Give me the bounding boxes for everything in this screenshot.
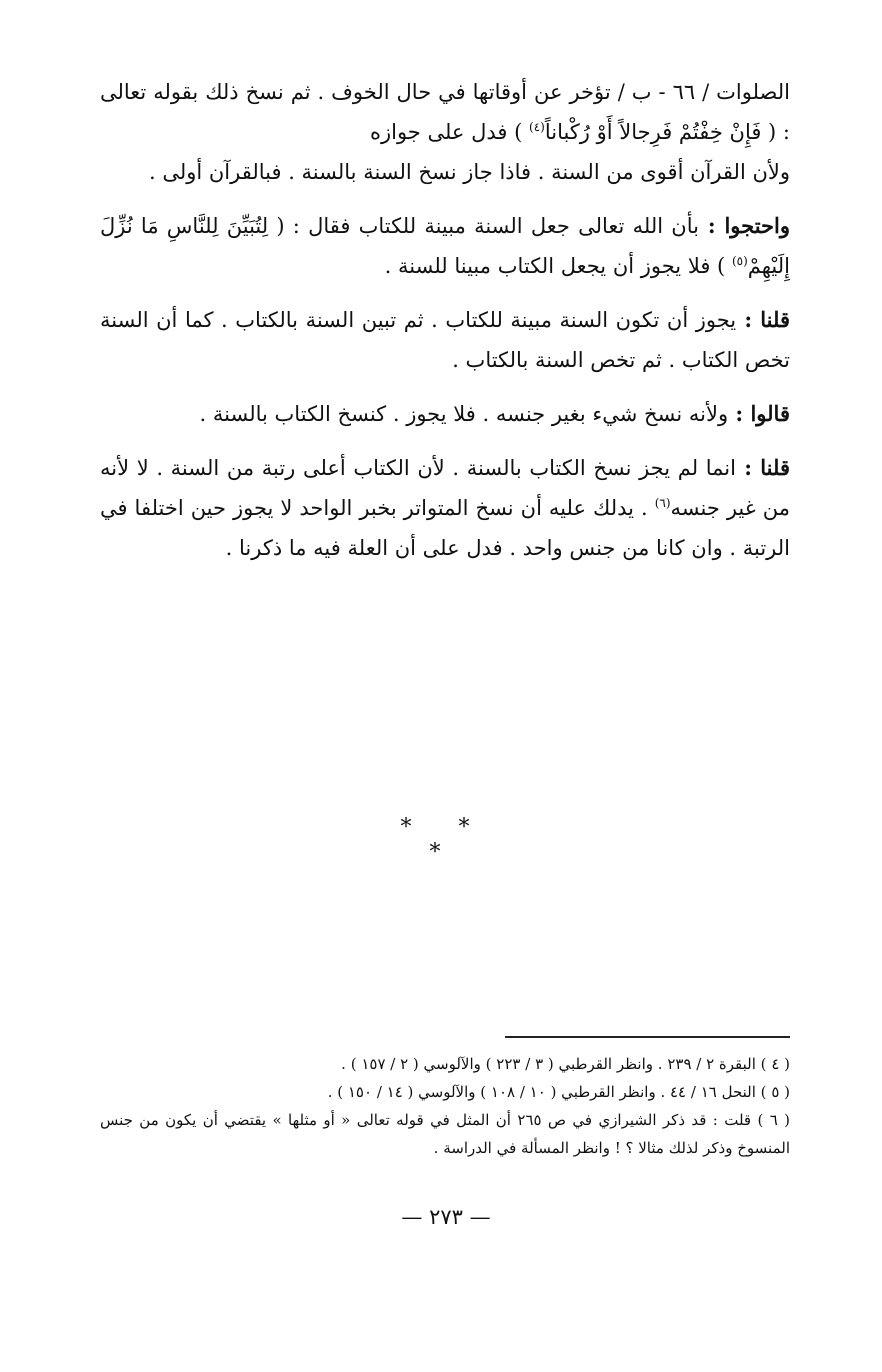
paragraph-5 <box>100 394 790 434</box>
footnote-divider <box>505 1036 790 1038</box>
page-number: — ٢٧٣ — <box>401 1205 491 1229</box>
footnotes-block <box>100 1050 790 1162</box>
paragraph-6 <box>100 448 790 568</box>
footnote-6: ( ٦ ) قلت : قد ذكر الشيرازي في ص ٢٦٥ أن المثل في قوله تعالى « أو مثلها » يقتضي أن يكون من جنس المنسوخ وذكر لذلك مثالا ؟ ! وانظر المسألة في الدراسة . <box>100 1111 790 1157</box>
paragraph-text-after: . يدلك عليه أن نسخ المتواتر بخبر الواحد لا يجوز حين اختلفا في الرتبة . وان كانا من جنس واحد . فدل على أن العلة فيه ما ذكرنا . <box>100 496 790 560</box>
argument-lead: واحتجوا : <box>698 213 790 238</box>
footnote-4: ( ٤ ) البقرة ٢ / ٢٣٩ . وانظر القرطبي ( ٣ / ٢٢٣ ) والآلوسي ( ٢ / ١٥٧ ) . <box>341 1055 790 1073</box>
footnote-ref-4: (٤) <box>529 120 545 134</box>
paragraph-text: يجوز أن تكون السنة مبينة للكتاب . ثم تبين السنة بالكتاب . كما أن السنة تخص الكتاب . ثم تخص السنة بالكتاب . <box>100 308 790 372</box>
argument-lead: قلنا : <box>735 455 790 480</box>
argument-lead: قلنا : <box>736 307 791 332</box>
paragraph-text: بأن الله تعالى جعل السنة مبينة للكتاب فقال : ( لِتُبَيِّنَ لِلنَّاسِ مَا نُزِّلَ إِلَيْهِمْ <box>100 214 790 278</box>
main-text-block <box>100 72 790 568</box>
paragraph-text-after: ) فلا يجوز أن يجعل الكتاب مبينا للسنة . <box>384 254 732 278</box>
footnote-ref-5: (٥) <box>731 254 748 268</box>
argument-lead: قالوا : <box>728 401 790 426</box>
paragraph-text-after: ) فدل على جوازه <box>369 120 529 144</box>
paragraph-4 <box>100 300 790 380</box>
paragraph-2 <box>100 152 790 192</box>
section-separator-stars: * * * <box>400 815 490 865</box>
paragraph-3 <box>100 206 790 286</box>
footnote-ref-6: (٦) <box>654 496 671 510</box>
paragraph-text: انما لم يجز نسخ الكتاب بالسنة . لأن الكتاب أعلى رتبة من السنة . لا لأنه من غير جنسه <box>100 456 790 520</box>
paragraph-text: ولأنه نسخ شيء بغير جنسه . فلا يجوز . كنسخ الكتاب بالسنة . <box>199 402 729 426</box>
paragraph-text: الصلوات / ٦٦ - ب / تؤخر عن أوقاتها في حال الخوف . ثم نسخ ذلك بقوله تعالى : ( فَإِنْ خِفْتُمْ فَرِجالاً أَوْ رُكْباناً <box>100 80 790 144</box>
paragraph-1 <box>100 72 790 152</box>
paragraph-text: ولأن القرآن أقوى من السنة . فاذا جاز نسخ السنة بالسنة . فبالقرآن أولى . <box>148 160 790 184</box>
footnote-5: ( ٥ ) النحل ١٦ / ٤٤ . وانظر القرطبي ( ١٠ / ١٠٨ ) والآلوسي ( ١٤ / ١٥٠ ) . <box>327 1083 790 1101</box>
